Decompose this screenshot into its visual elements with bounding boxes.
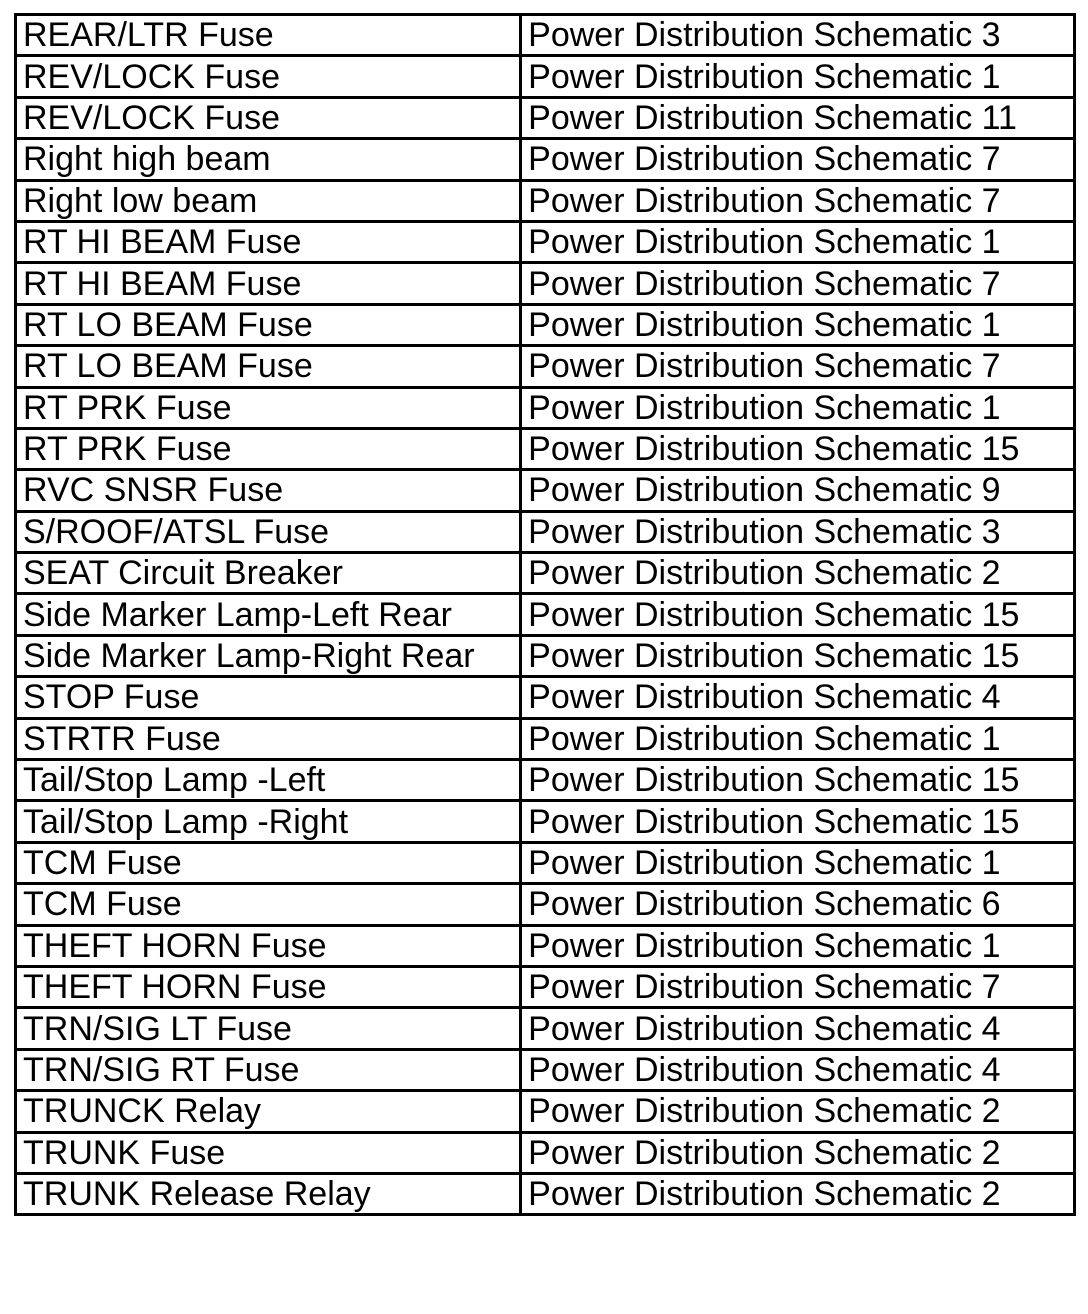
table-row xyxy=(16,1008,1075,1049)
table-row xyxy=(16,139,1075,180)
table-row xyxy=(16,1173,1075,1214)
component-cell: RT PRK Fuse xyxy=(16,387,521,428)
component-cell: REV/LOCK Fuse xyxy=(16,97,521,138)
component-cell: REV/LOCK Fuse xyxy=(16,56,521,97)
schematic-cell: Power Distribution Schematic 15 xyxy=(521,760,1075,801)
schematic-cell: Power Distribution Schematic 4 xyxy=(521,1008,1075,1049)
table-row xyxy=(16,718,1075,759)
table-row xyxy=(16,511,1075,552)
component-cell: RT LO BEAM Fuse xyxy=(16,346,521,387)
schematic-cell: Power Distribution Schematic 15 xyxy=(521,801,1075,842)
component-cell: TRN/SIG LT Fuse xyxy=(16,1008,521,1049)
component-cell: TRUNK Fuse xyxy=(16,1132,521,1173)
component-cell: TCM Fuse xyxy=(16,842,521,883)
schematic-cell: Power Distribution Schematic 1 xyxy=(521,842,1075,883)
schematic-cell: Power Distribution Schematic 4 xyxy=(521,1049,1075,1090)
table-row xyxy=(16,677,1075,718)
schematic-cell: Power Distribution Schematic 2 xyxy=(521,1132,1075,1173)
schematic-cell: Power Distribution Schematic 7 xyxy=(521,139,1075,180)
table-row xyxy=(16,56,1075,97)
schematic-cell: Power Distribution Schematic 7 xyxy=(521,346,1075,387)
component-cell: TRUNCK Relay xyxy=(16,1091,521,1132)
schematic-cell: Power Distribution Schematic 15 xyxy=(521,594,1075,635)
table-row xyxy=(16,635,1075,676)
table-row xyxy=(16,842,1075,883)
component-cell: Right high beam xyxy=(16,139,521,180)
schematic-cell: Power Distribution Schematic 3 xyxy=(521,511,1075,552)
table-row xyxy=(16,884,1075,925)
schematic-cell: Power Distribution Schematic 7 xyxy=(521,180,1075,221)
component-cell: TRUNK Release Relay xyxy=(16,1173,521,1214)
component-cell: Side Marker Lamp-Left Rear xyxy=(16,594,521,635)
table-row xyxy=(16,221,1075,262)
table-row xyxy=(16,346,1075,387)
schematic-cell: Power Distribution Schematic 2 xyxy=(521,1091,1075,1132)
component-cell: THEFT HORN Fuse xyxy=(16,925,521,966)
table-row xyxy=(16,594,1075,635)
schematic-cell: Power Distribution Schematic 15 xyxy=(521,635,1075,676)
table-row xyxy=(16,97,1075,138)
component-cell: RVC SNSR Fuse xyxy=(16,470,521,511)
component-cell: SEAT Circuit Breaker xyxy=(16,553,521,594)
table-row xyxy=(16,387,1075,428)
table-row xyxy=(16,1132,1075,1173)
schematic-cell: Power Distribution Schematic 1 xyxy=(521,304,1075,345)
component-cell: S/ROOF/ATSL Fuse xyxy=(16,511,521,552)
table-row xyxy=(16,428,1075,469)
schematic-cell: Power Distribution Schematic 2 xyxy=(521,1173,1075,1214)
schematic-cell: Power Distribution Schematic 4 xyxy=(521,677,1075,718)
table-row xyxy=(16,801,1075,842)
table-row xyxy=(16,304,1075,345)
component-cell: TCM Fuse xyxy=(16,884,521,925)
schematic-cell: Power Distribution Schematic 1 xyxy=(521,387,1075,428)
schematic-cell: Power Distribution Schematic 11 xyxy=(521,97,1075,138)
schematic-cell: Power Distribution Schematic 2 xyxy=(521,553,1075,594)
component-cell: RT HI BEAM Fuse xyxy=(16,221,521,262)
table-row xyxy=(16,1091,1075,1132)
component-cell: RT HI BEAM Fuse xyxy=(16,263,521,304)
component-cell: Tail/Stop Lamp -Right xyxy=(16,801,521,842)
schematic-cell: Power Distribution Schematic 3 xyxy=(521,15,1075,56)
schematic-cell: Power Distribution Schematic 1 xyxy=(521,56,1075,97)
table-row xyxy=(16,553,1075,594)
schematic-cell: Power Distribution Schematic 1 xyxy=(521,718,1075,759)
table-row xyxy=(16,263,1075,304)
component-cell: Right low beam xyxy=(16,180,521,221)
component-cell: Tail/Stop Lamp -Left xyxy=(16,760,521,801)
table-row xyxy=(16,925,1075,966)
table-row xyxy=(16,470,1075,511)
table-row xyxy=(16,1049,1075,1090)
component-cell: STRTR Fuse xyxy=(16,718,521,759)
component-cell: REAR/LTR Fuse xyxy=(16,15,521,56)
component-cell: RT LO BEAM Fuse xyxy=(16,304,521,345)
schematic-cell: Power Distribution Schematic 1 xyxy=(521,925,1075,966)
component-schematic-table xyxy=(14,13,1076,1216)
schematic-cell: Power Distribution Schematic 7 xyxy=(521,966,1075,1007)
schematic-cell: Power Distribution Schematic 7 xyxy=(521,263,1075,304)
schematic-cell: Power Distribution Schematic 1 xyxy=(521,221,1075,262)
table-row xyxy=(16,760,1075,801)
schematic-cell: Power Distribution Schematic 6 xyxy=(521,884,1075,925)
component-cell: RT PRK Fuse xyxy=(16,428,521,469)
component-cell: TRN/SIG RT Fuse xyxy=(16,1049,521,1090)
schematic-cell: Power Distribution Schematic 15 xyxy=(521,428,1075,469)
component-cell: STOP Fuse xyxy=(16,677,521,718)
table-body xyxy=(16,15,1075,1215)
table-row xyxy=(16,15,1075,56)
table-row xyxy=(16,180,1075,221)
component-cell: THEFT HORN Fuse xyxy=(16,966,521,1007)
table-row xyxy=(16,966,1075,1007)
schematic-cell: Power Distribution Schematic 9 xyxy=(521,470,1075,511)
component-cell: Side Marker Lamp-Right Rear xyxy=(16,635,521,676)
